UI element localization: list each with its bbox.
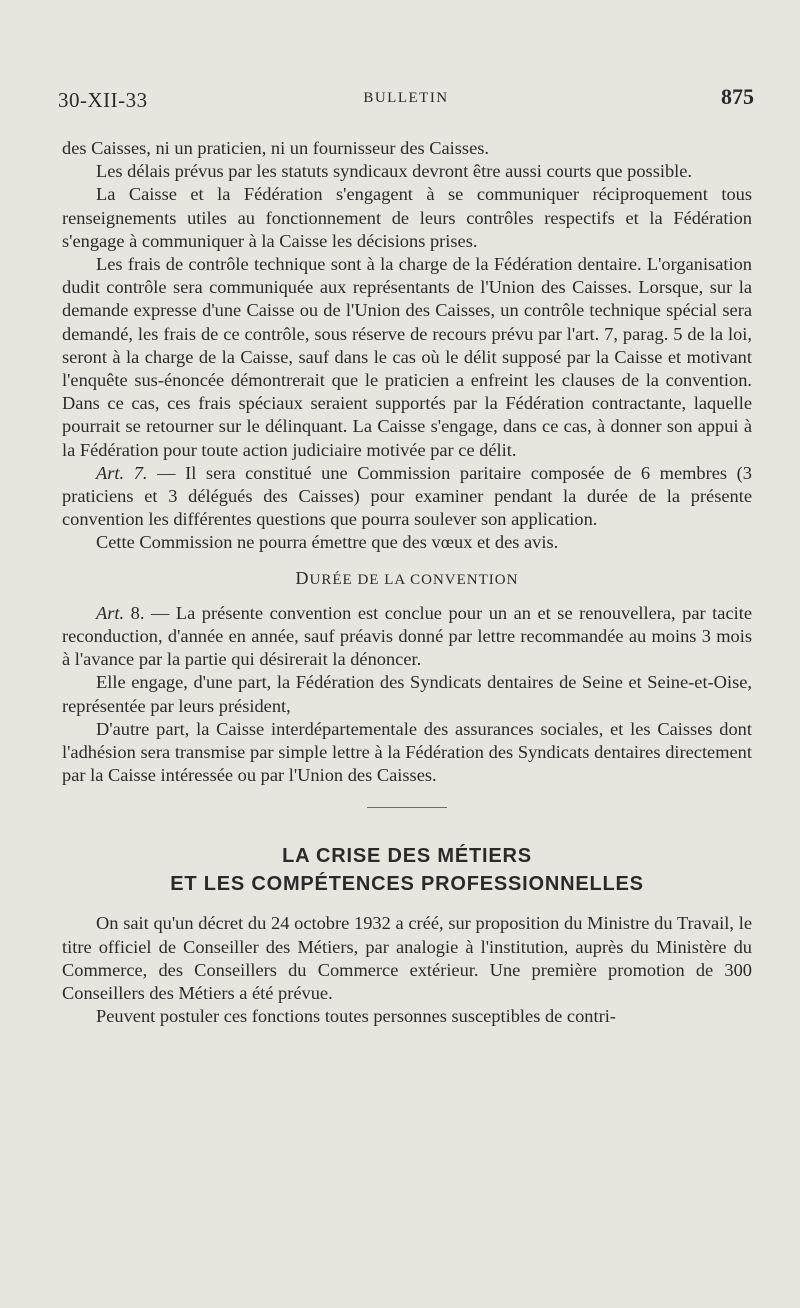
page-header (58, 84, 754, 114)
section-divider (367, 807, 447, 808)
paragraph: des Caisses, ni un praticien, ni un fournisseur des Caisses. (62, 138, 490, 158)
paragraph: On sait qu'un décret du 24 octobre 1932 a créé, sur proposition du Ministre du Travail, le titre officiel de Conseiller des Métiers, par analogie à l'institution, auprès du Ministère du Commerce, des Conseillers du Commerce extérieur. Une première promotion de 300 Conseillers des Métiers a été prévue. (62, 913, 752, 1004)
section-heading-rest: URÉE DE LA CONVENTION (309, 571, 519, 588)
section-heading (62, 567, 752, 592)
paragraph: Les frais de contrôle technique sont à la charge de la Fédération dentaire. L'organisation dudit contrôle sera communiquée aux représentants de l'Union des Caisses. Lorsque, sur la demande expresse d'une Caisse ou de l'Union des Caisses, un contrôle technique spécial sera demandé, les frais de ce contrôle, sous réserve de recours prévu par l'art. 7, parag. 5 de la loi, seront à la charge de la Caisse, sauf dans le cas où le délit supposé par la Caisse et motivant l'enquête sus-énoncée démontrerait que le praticien a enfreint les clauses de la convention. Dans ce cas, ces frais spéciaux seraient supportés par la Fédération contractante, laquelle pourrait se retourner sur le délinquant. La Caisse s'engage, dans ce cas, à donner son appui à la Fédération pour toute action judiciaire motivée par ce délit. (62, 254, 752, 460)
article-title-line-1: LA CRISE DES MÉTIERS (282, 845, 532, 868)
paragraph: Peuvent postuler ces fonctions toutes personnes susceptibles de contri- (96, 1006, 616, 1027)
page-number: 875 (721, 84, 754, 109)
article-title (62, 842, 752, 898)
paragraph: La Caisse et la Fédération s'engagent à se communiquer réciproquement tous renseignements utiles au fonctionnement de leurs contrôles respectifs et la Fédération s'engage à communiquer à la Caisse les décisions prises. (62, 184, 752, 251)
header-date: 30-XII-33 (58, 88, 148, 112)
article-8-paragraph (62, 602, 752, 672)
article-7-paragraph (62, 462, 752, 532)
article-8-label: Art. (96, 602, 125, 623)
article-8-text: 8. — La présente convention est conclue pour un an et se renouvellera, par tacite reconduction, d'année en année, sauf préavis donné par lettre recommandée au moins 3 mois à l'avance par la partie qui désirerait la dénoncer. (62, 602, 752, 670)
body-text (62, 137, 752, 1029)
header-title: BULLETIN (363, 90, 449, 106)
article-7-label: Art. 7. (96, 462, 148, 483)
section-heading-initial: D (295, 567, 310, 588)
paragraph: D'autre part, la Caisse interdépartementale des assurances sociales, et les Caisses dont l'adhésion sera transmise par simple lettre à la Fédération des Syndicats dentaires directement par la Caisse intéressée ou par l'Union des Caisses. (62, 718, 752, 786)
article-title-line-2: ET LES COMPÉTENCES PROFESSIONNELLES (170, 873, 644, 896)
paragraph: Elle engage, d'une part, la Fédération des Syndicats dentaires de Seine et Seine-et-Oise, représentée par leurs président, (62, 672, 752, 716)
article-7-text: — Il sera constitué une Commission paritaire composée de 6 membres (3 praticiens et 3 délégués des Caisses) pour examiner pendant la durée de la présente convention les différentes questions que pourra soulever son application. (62, 462, 752, 530)
paragraph: Les délais prévus par les statuts syndicaux devront être aussi courts que possible. (96, 161, 693, 182)
paragraph: Cette Commission ne pourra émettre que des vœux et des avis. (96, 532, 559, 553)
